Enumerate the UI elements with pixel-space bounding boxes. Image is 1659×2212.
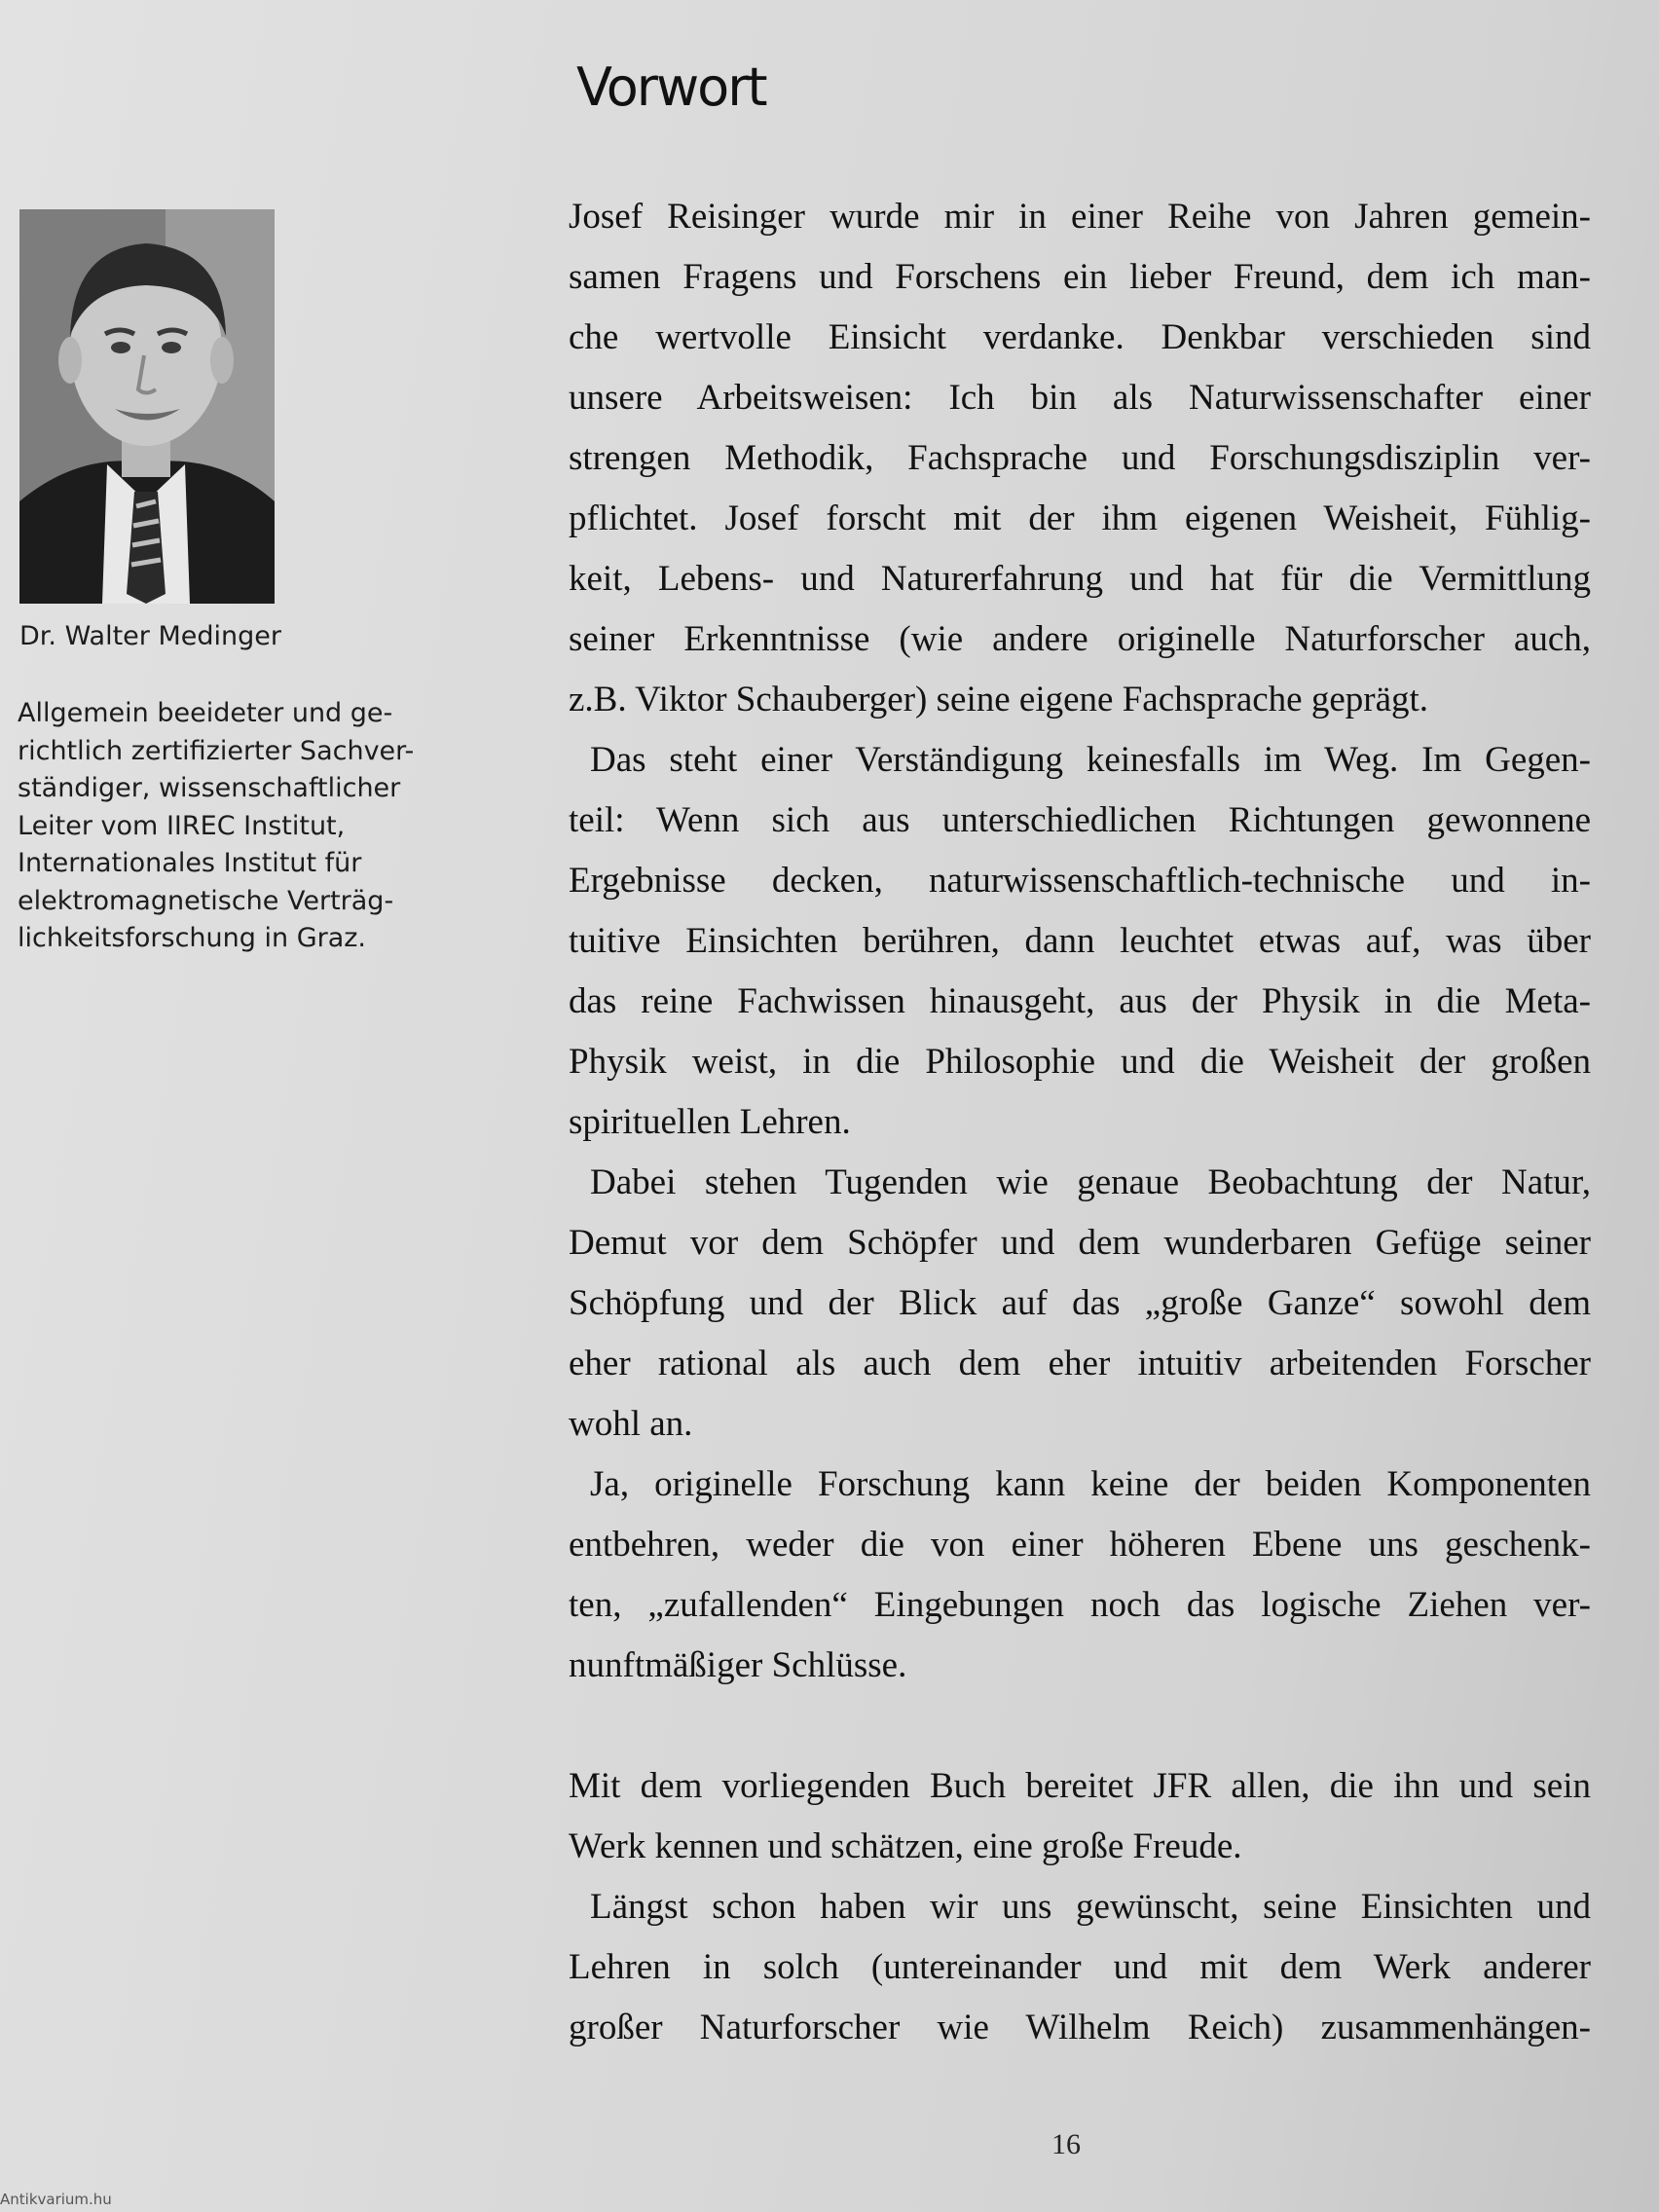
body-line: Demut vor dem Schöpfer und dem wunderbaren Gefüge seiner xyxy=(569,1223,1591,1263)
body-line: Ergebnisse decken, naturwissenschaftlich-technische und in- xyxy=(569,861,1591,901)
body-line: strengen Methodik, Fachsprache und Forschungsdisziplin ver- xyxy=(569,438,1591,478)
bio-line: ständiger, wissenschaftlicher xyxy=(18,773,401,803)
author-bio xyxy=(18,695,446,958)
body-line: z.B. Viktor Schauberger) seine eigene Fachsprache geprägt. xyxy=(569,680,1429,719)
body-line: wohl an. xyxy=(569,1404,693,1444)
paragraph-gap xyxy=(569,1696,1591,1756)
author-portrait-image xyxy=(19,209,275,604)
bio-line: elektromagnetische Verträg- xyxy=(18,885,394,916)
foreword-body xyxy=(569,187,1591,2058)
bio-line: lichkeitsforschung in Graz. xyxy=(18,923,367,953)
body-line: Schöpfung und der Blick auf das „große Ganze“ sowohl dem xyxy=(569,1283,1591,1323)
bio-line: Internationales Institut für xyxy=(18,848,362,878)
bio-line: richtlich zertifizierter Sachver- xyxy=(18,735,415,766)
body-line: Lehren in solch (untereinander und mit dem Werk anderer xyxy=(569,1947,1591,1987)
body-line: das reine Fachwissen hinausgeht, aus der Physik in die Meta- xyxy=(569,981,1591,1021)
body-line: Werk kennen und schätzen, eine große Freude. xyxy=(569,1826,1242,1866)
page-number: 16 xyxy=(1051,2128,1081,2160)
body-line: pflichtet. Josef forscht mit der ihm eigenen Weisheit, Fühlig- xyxy=(569,498,1591,538)
body-line: che wertvolle Einsicht verdanke. Denkbar verschieden sind xyxy=(569,317,1591,357)
body-line: Physik weist, in die Philosophie und die Weisheit der großen xyxy=(569,1042,1591,1082)
body-line: Längst schon haben wir uns gewünscht, seine Einsichten und xyxy=(590,1887,1591,1927)
body-line: Das steht einer Verständigung keinesfalls im Weg. Im Gegen- xyxy=(590,740,1591,780)
page-title: Vorwort xyxy=(576,56,766,118)
bio-line: Leiter vom IIREC Institut, xyxy=(18,810,346,841)
body-line: unsere Arbeitsweisen: Ich bin als Naturwissenschafter einer xyxy=(569,378,1591,418)
body-line: entbehren, weder die von einer höheren Ebene uns geschenk- xyxy=(569,1525,1591,1565)
body-line: keit, Lebens- und Naturerfahrung und hat für die Vermittlung xyxy=(569,559,1591,599)
body-line: großer Naturforscher wie Wilhelm Reich) zusammenhängen- xyxy=(569,2008,1591,2047)
body-line: seiner Erkenntnisse (wie andere originelle Naturforscher auch, xyxy=(569,619,1591,659)
body-line: Dabei stehen Tugenden wie genaue Beobachtung der Natur, xyxy=(590,1162,1591,1202)
bio-line: Allgemein beeideter und ge- xyxy=(18,698,393,728)
author-name: Dr. Walter Medinger xyxy=(19,621,281,651)
body-line: ten, „zufallenden“ Eingebungen noch das logische Ziehen ver- xyxy=(569,1585,1591,1625)
body-line: Josef Reisinger wurde mir in einer Reihe von Jahren gemein- xyxy=(569,197,1591,237)
watermark-text: Antikvarium.hu xyxy=(0,2191,112,2208)
body-line: samen Fragens und Forschens ein lieber Freund, dem ich man- xyxy=(569,257,1591,297)
body-line: Ja, originelle Forschung kann keine der beiden Komponenten xyxy=(590,1464,1591,1504)
body-line: nunftmäßiger Schlüsse. xyxy=(569,1645,907,1685)
body-line: spirituellen Lehren. xyxy=(569,1102,851,1142)
body-line: tuitive Einsichten berühren, dann leuchtet etwas auf, was über xyxy=(569,921,1591,961)
body-line: eher rational als auch dem eher intuitiv arbeitenden Forscher xyxy=(569,1344,1591,1383)
portrait-drawing xyxy=(19,209,275,604)
body-line: teil: Wenn sich aus unterschiedlichen Richtungen gewonnene xyxy=(569,800,1591,840)
body-line: Mit dem vorliegenden Buch bereitet JFR allen, die ihn und sein xyxy=(569,1766,1591,1806)
